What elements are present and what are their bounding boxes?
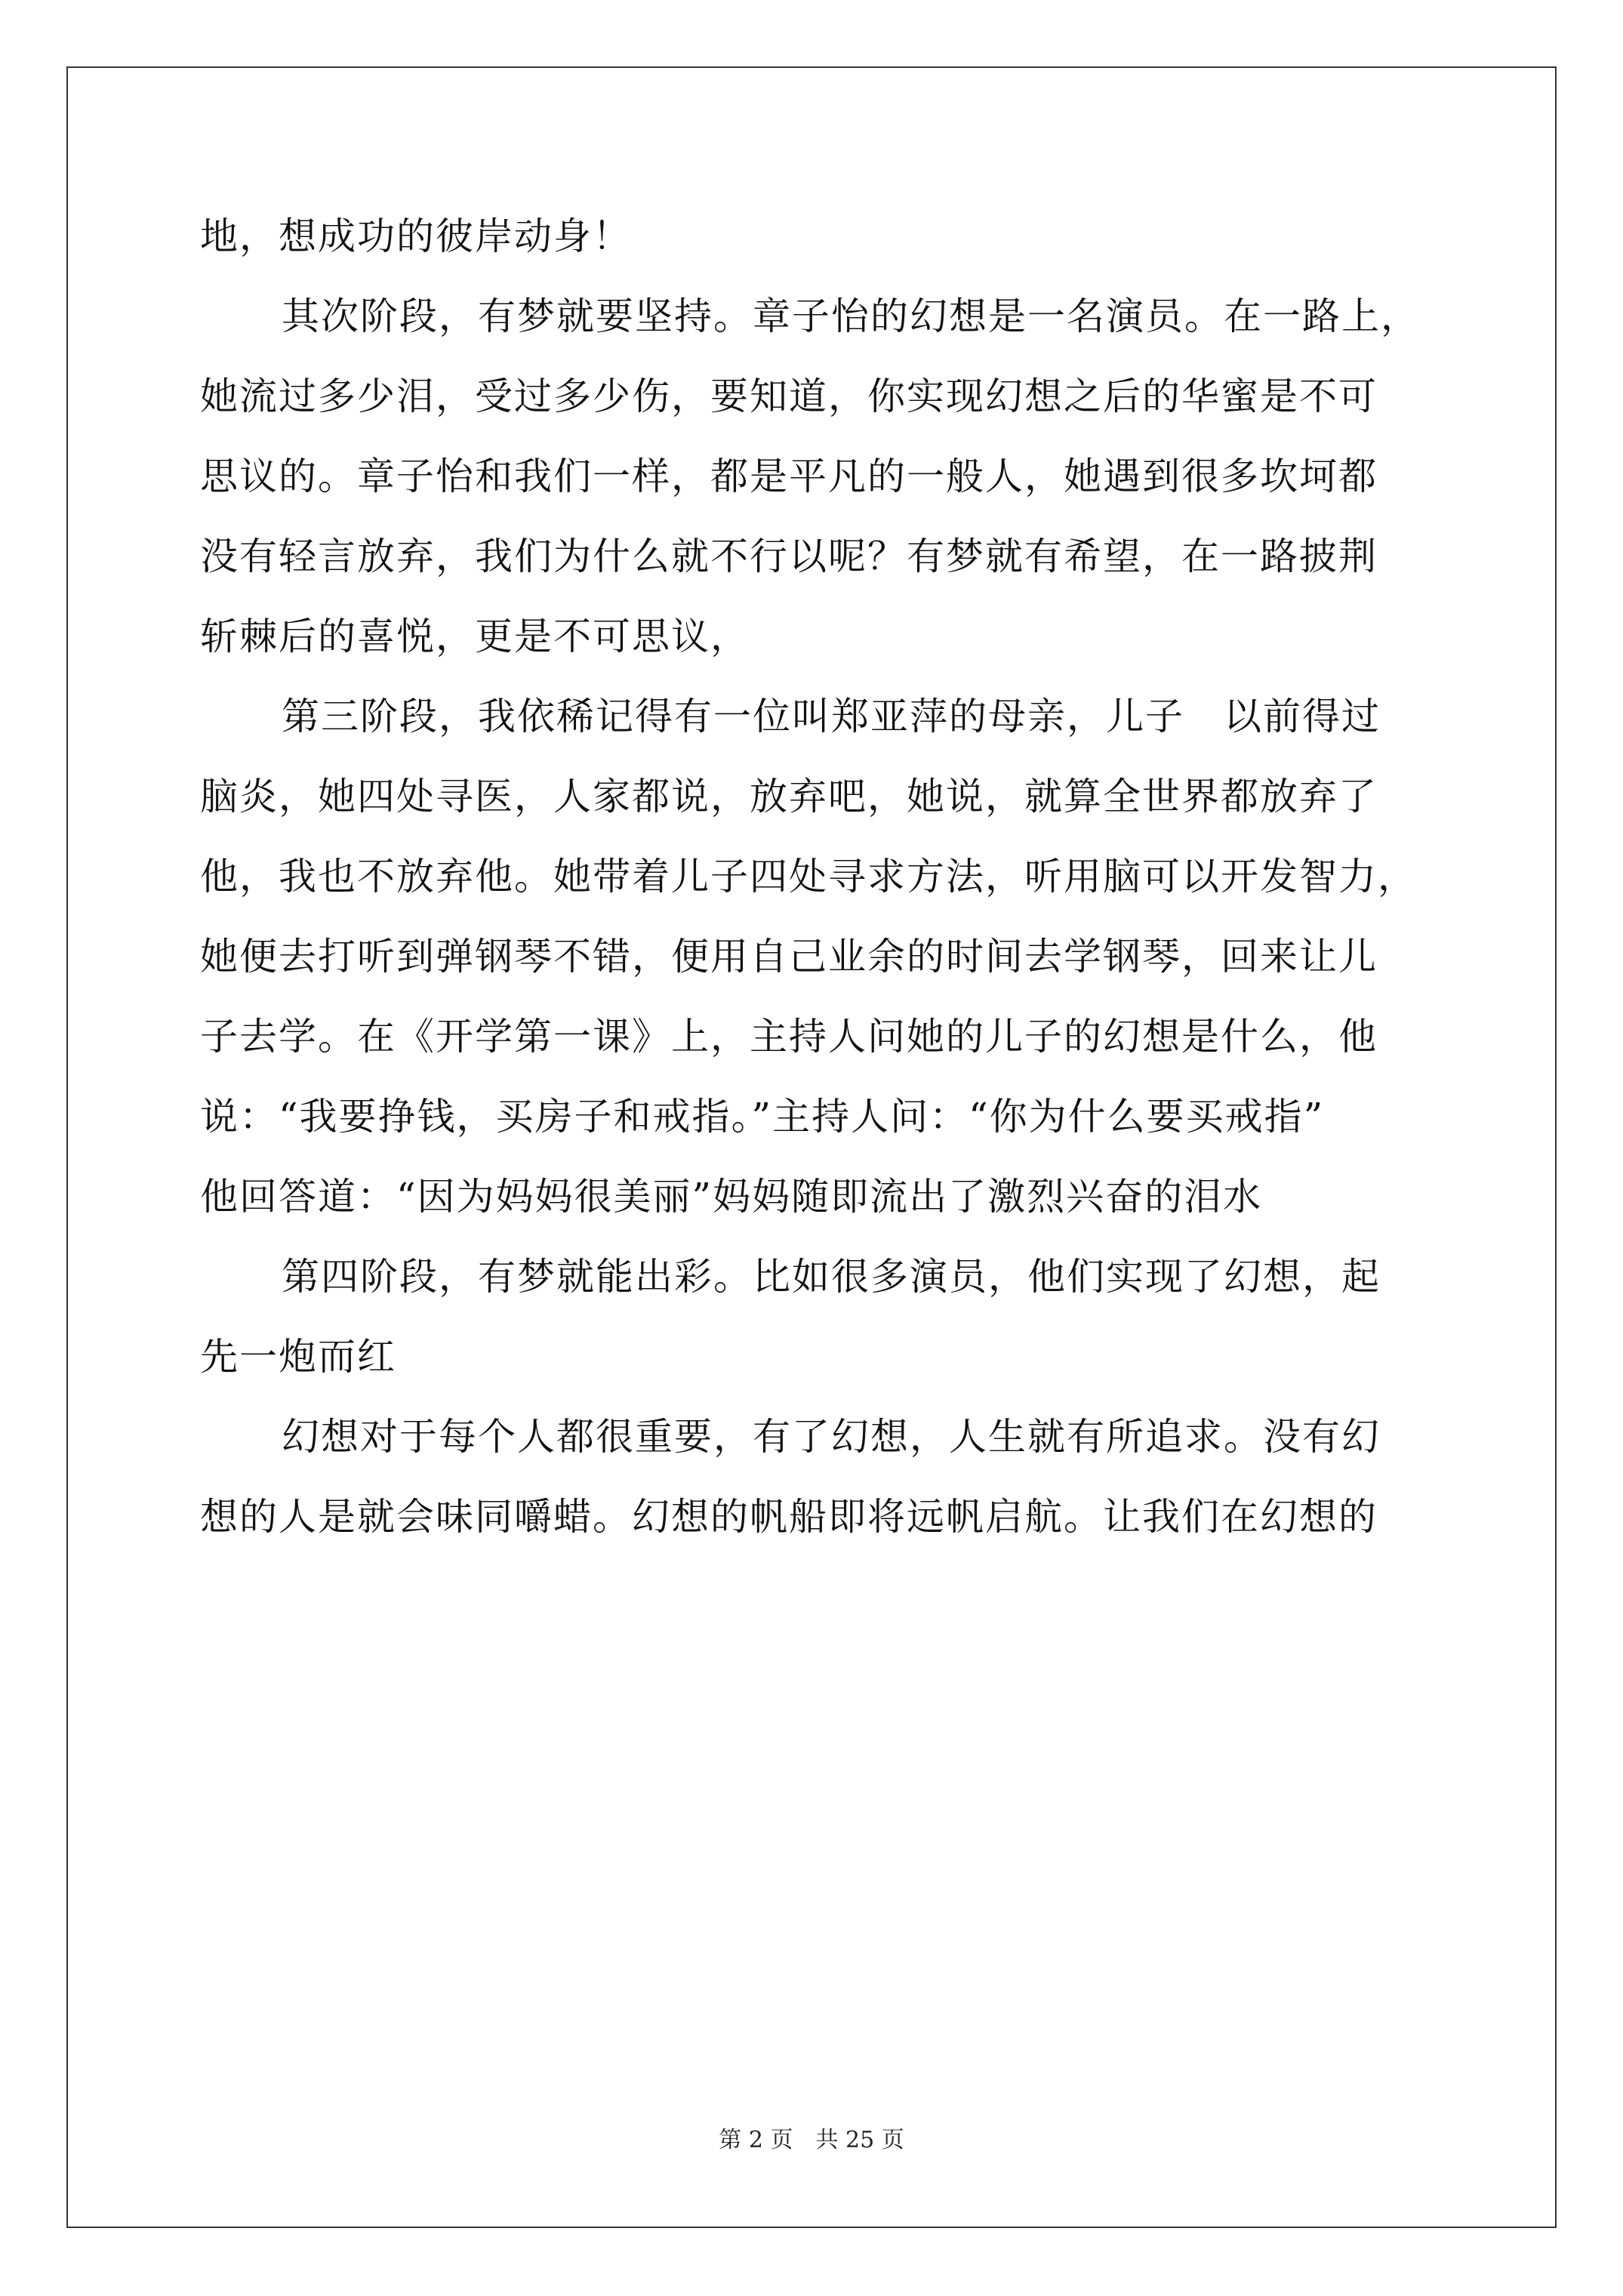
- text-line: 他，我也不放弃他。她带着儿子四处寻求方法，听用脑可以开发智力，: [200, 855, 1417, 898]
- text-line: 其次阶段，有梦就要坚持。章子怡的幻想是一名演员。在一路上，: [282, 294, 1420, 338]
- text-line: 说：“我要挣钱，买房子和戒指。”主持人问：“你为什么要买戒指”: [200, 1095, 1325, 1139]
- text-line: 第三阶段，我依稀记得有一位叫郑亚萍的母亲，儿子 以前得过: [282, 695, 1381, 738]
- page-number-footer: 第 2 页 共 25 页: [719, 2127, 904, 2153]
- text-line: 幻想对于每个人都很重要，有了幻想，人生就有所追求。没有幻: [282, 1415, 1381, 1459]
- text-line: 先一炮而红: [200, 1335, 396, 1379]
- text-line: 脑炎，她四处寻医，人家都说，放弃吧，她说，就算全世界都放弃了: [200, 775, 1378, 818]
- text-line: 子去学。在《开学第一课》上，主持人问她的儿子的幻想是什么，他: [200, 1015, 1378, 1059]
- text-line: 思议的。章子怡和我们一样，都是平凡的一般人，她遇到很多坎坷都: [200, 455, 1378, 498]
- text-line: 斩棘后的喜悦，更是不可思议，: [200, 615, 750, 658]
- text-line: 没有轻言放弃，我们为什么就不行以呢？有梦就有希望，在一路披荆: [200, 535, 1378, 578]
- text-line: 他回答道：“因为妈妈很美丽”妈妈随即流出了激烈兴奋的泪水: [200, 1175, 1263, 1219]
- text-line: 地，想成功的彼岸动身！: [200, 214, 632, 258]
- body-text: [200, 214, 1423, 1578]
- text-line: 她便去打听到弹钢琴不错，便用自己业余的时间去学钢琴，回来让儿: [200, 935, 1378, 978]
- text-line: 想的人是就会味同嚼蜡。幻想的帆船即将远帆启航。让我们在幻想的: [200, 1495, 1378, 1539]
- text-line: 第四阶段，有梦就能出彩。比如很多演员，他们实现了幻想，起: [282, 1255, 1381, 1299]
- text-line: 她流过多少泪，受过多少伤，要知道，你实现幻想之后的华蜜是不可: [200, 374, 1378, 418]
